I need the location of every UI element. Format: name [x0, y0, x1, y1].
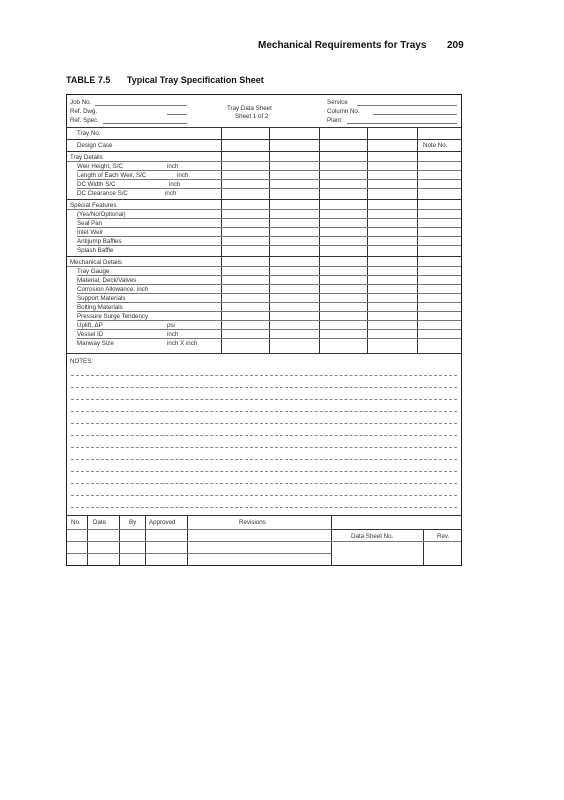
rev-revisions-header: Revisions [239, 519, 266, 526]
dc-width-unit: inch [169, 181, 181, 188]
data-sheet-column-line [423, 529, 424, 565]
support-materials-label: Support Materials [77, 295, 126, 302]
rev-column-line [331, 515, 332, 565]
rev-no-header: No. [71, 519, 81, 526]
yes-no-optional-label: (Yes/No/Optional) [77, 211, 126, 218]
uplift-label: Uplift, ΔP [77, 322, 103, 329]
row-line [77, 329, 461, 330]
table-title: Typical Tray Specification Sheet [126, 75, 264, 85]
rev-column-line [145, 515, 146, 565]
note-line [71, 375, 457, 376]
row-line [77, 275, 461, 276]
row-line [77, 311, 461, 312]
note-line [71, 471, 457, 472]
rev-column-line [119, 515, 120, 565]
note-line [71, 423, 457, 424]
note-line [71, 411, 457, 412]
revisions-divider [67, 515, 461, 516]
tray-no-label: Tray No. [77, 130, 101, 137]
row-line [77, 302, 461, 303]
row-line [67, 151, 461, 152]
vessel-id-unit: inch [167, 331, 179, 338]
rev-row-line [67, 541, 331, 542]
header-divider [67, 127, 461, 128]
row-line [67, 266, 461, 267]
row-line [67, 161, 461, 162]
note-line [71, 435, 457, 436]
row-line [67, 209, 461, 210]
vessel-id-label: Vessel ID [77, 331, 104, 338]
mechanical-details-heading: Mechanical Details [70, 259, 122, 266]
inlet-weir-label: Inlet Weir [77, 229, 104, 236]
section-line [67, 199, 461, 200]
rev-row-line [67, 553, 331, 554]
row-line [77, 218, 461, 219]
row-line [67, 139, 461, 140]
bolting-materials-label: Bolting Materials [77, 304, 123, 311]
ref-spec-label: Ref. Spec. [70, 117, 99, 124]
dc-clearance-unit: inch [165, 190, 177, 197]
dc-clearance-label: DC Clearance S/C [77, 190, 128, 197]
weir-height-unit: inch [167, 163, 179, 170]
column-no-field[interactable] [373, 114, 457, 115]
notes-label: NOTES: [70, 358, 94, 365]
notes-area[interactable] [67, 365, 461, 515]
note-line [71, 387, 457, 388]
rev-column-line [87, 515, 88, 565]
section-line [67, 353, 461, 354]
pressure-surge-label: Pressure Surge Tendency [77, 313, 149, 320]
service-field[interactable] [357, 105, 457, 106]
row-line [77, 284, 461, 285]
material-label: Material, Deck/Valves [77, 277, 137, 284]
note-line [71, 483, 457, 484]
rev-label: Rev. [437, 533, 450, 540]
rev-by-header: By [129, 519, 137, 526]
row-line [77, 170, 461, 171]
design-case-label: Design Case [77, 142, 113, 149]
ref-dwg-label: Ref. Dwg. [70, 108, 98, 115]
tray-details-heading: Tray Details [70, 154, 103, 161]
table-caption [66, 75, 264, 85]
note-line [71, 447, 457, 448]
data-sheet-line [331, 529, 461, 530]
column-no-label: Column No. [327, 108, 360, 115]
rev-column-line [187, 515, 188, 565]
weir-height-label: Weir Height, S/C [77, 163, 123, 170]
note-line [71, 399, 457, 400]
manway-size-label: Manway Size [77, 340, 114, 347]
row-line [77, 338, 461, 339]
row-line [77, 188, 461, 189]
note-line [71, 495, 457, 496]
note-no-label: Note No. [423, 142, 448, 149]
job-no-field[interactable] [95, 105, 187, 106]
plant-field[interactable] [347, 123, 457, 124]
row-line [77, 320, 461, 321]
special-features-heading: Special Features [70, 202, 117, 209]
tray-gauge-label: Tray Gauge [77, 268, 110, 275]
data-sheet-no-label: Data Sheet No. [351, 533, 394, 540]
rev-date-header: Date [93, 519, 107, 526]
weir-length-unit: inch [177, 172, 189, 179]
ref-spec-field[interactable] [103, 123, 187, 124]
uplift-unit: psi [167, 322, 175, 329]
tray-specification-sheet [66, 94, 462, 566]
row-line [77, 179, 461, 180]
sheet-number: Sheet 1 of 2 [235, 113, 269, 120]
seal-pan-label: Seal Pan [77, 220, 103, 227]
data-sheet-row-line [331, 541, 461, 542]
corrosion-allowance-label: Corrosion Allowance, inch [77, 286, 149, 293]
service-label: Service [327, 99, 348, 106]
sheet-title: Tray Data Sheet [227, 105, 272, 112]
plant-label: Plant [327, 117, 342, 124]
ref-dwg-field[interactable] [167, 114, 187, 115]
dc-width-label: DC Width S/C [77, 181, 116, 188]
manway-size-unit: inch X inch [167, 340, 198, 347]
note-line [71, 507, 457, 508]
table-label: TABLE 7.5 [66, 75, 111, 85]
rev-row-line [67, 529, 331, 530]
running-head: Mechanical Requirements for Trays [258, 40, 427, 51]
row-line [77, 293, 461, 294]
splash-baffle-label: Splash Baffle [77, 247, 114, 254]
rev-approved-header: Approved [149, 519, 176, 526]
job-no-label: Job No. [70, 99, 92, 106]
note-line [71, 459, 457, 460]
section-line [67, 256, 461, 257]
weir-length-label: Length of Each Weir, S/C [77, 172, 147, 179]
row-line [77, 236, 461, 237]
row-line [77, 227, 461, 228]
page-number: 209 [447, 40, 464, 51]
antijump-baffles-label: Antijump Baffles [77, 238, 122, 245]
row-line [77, 245, 461, 246]
